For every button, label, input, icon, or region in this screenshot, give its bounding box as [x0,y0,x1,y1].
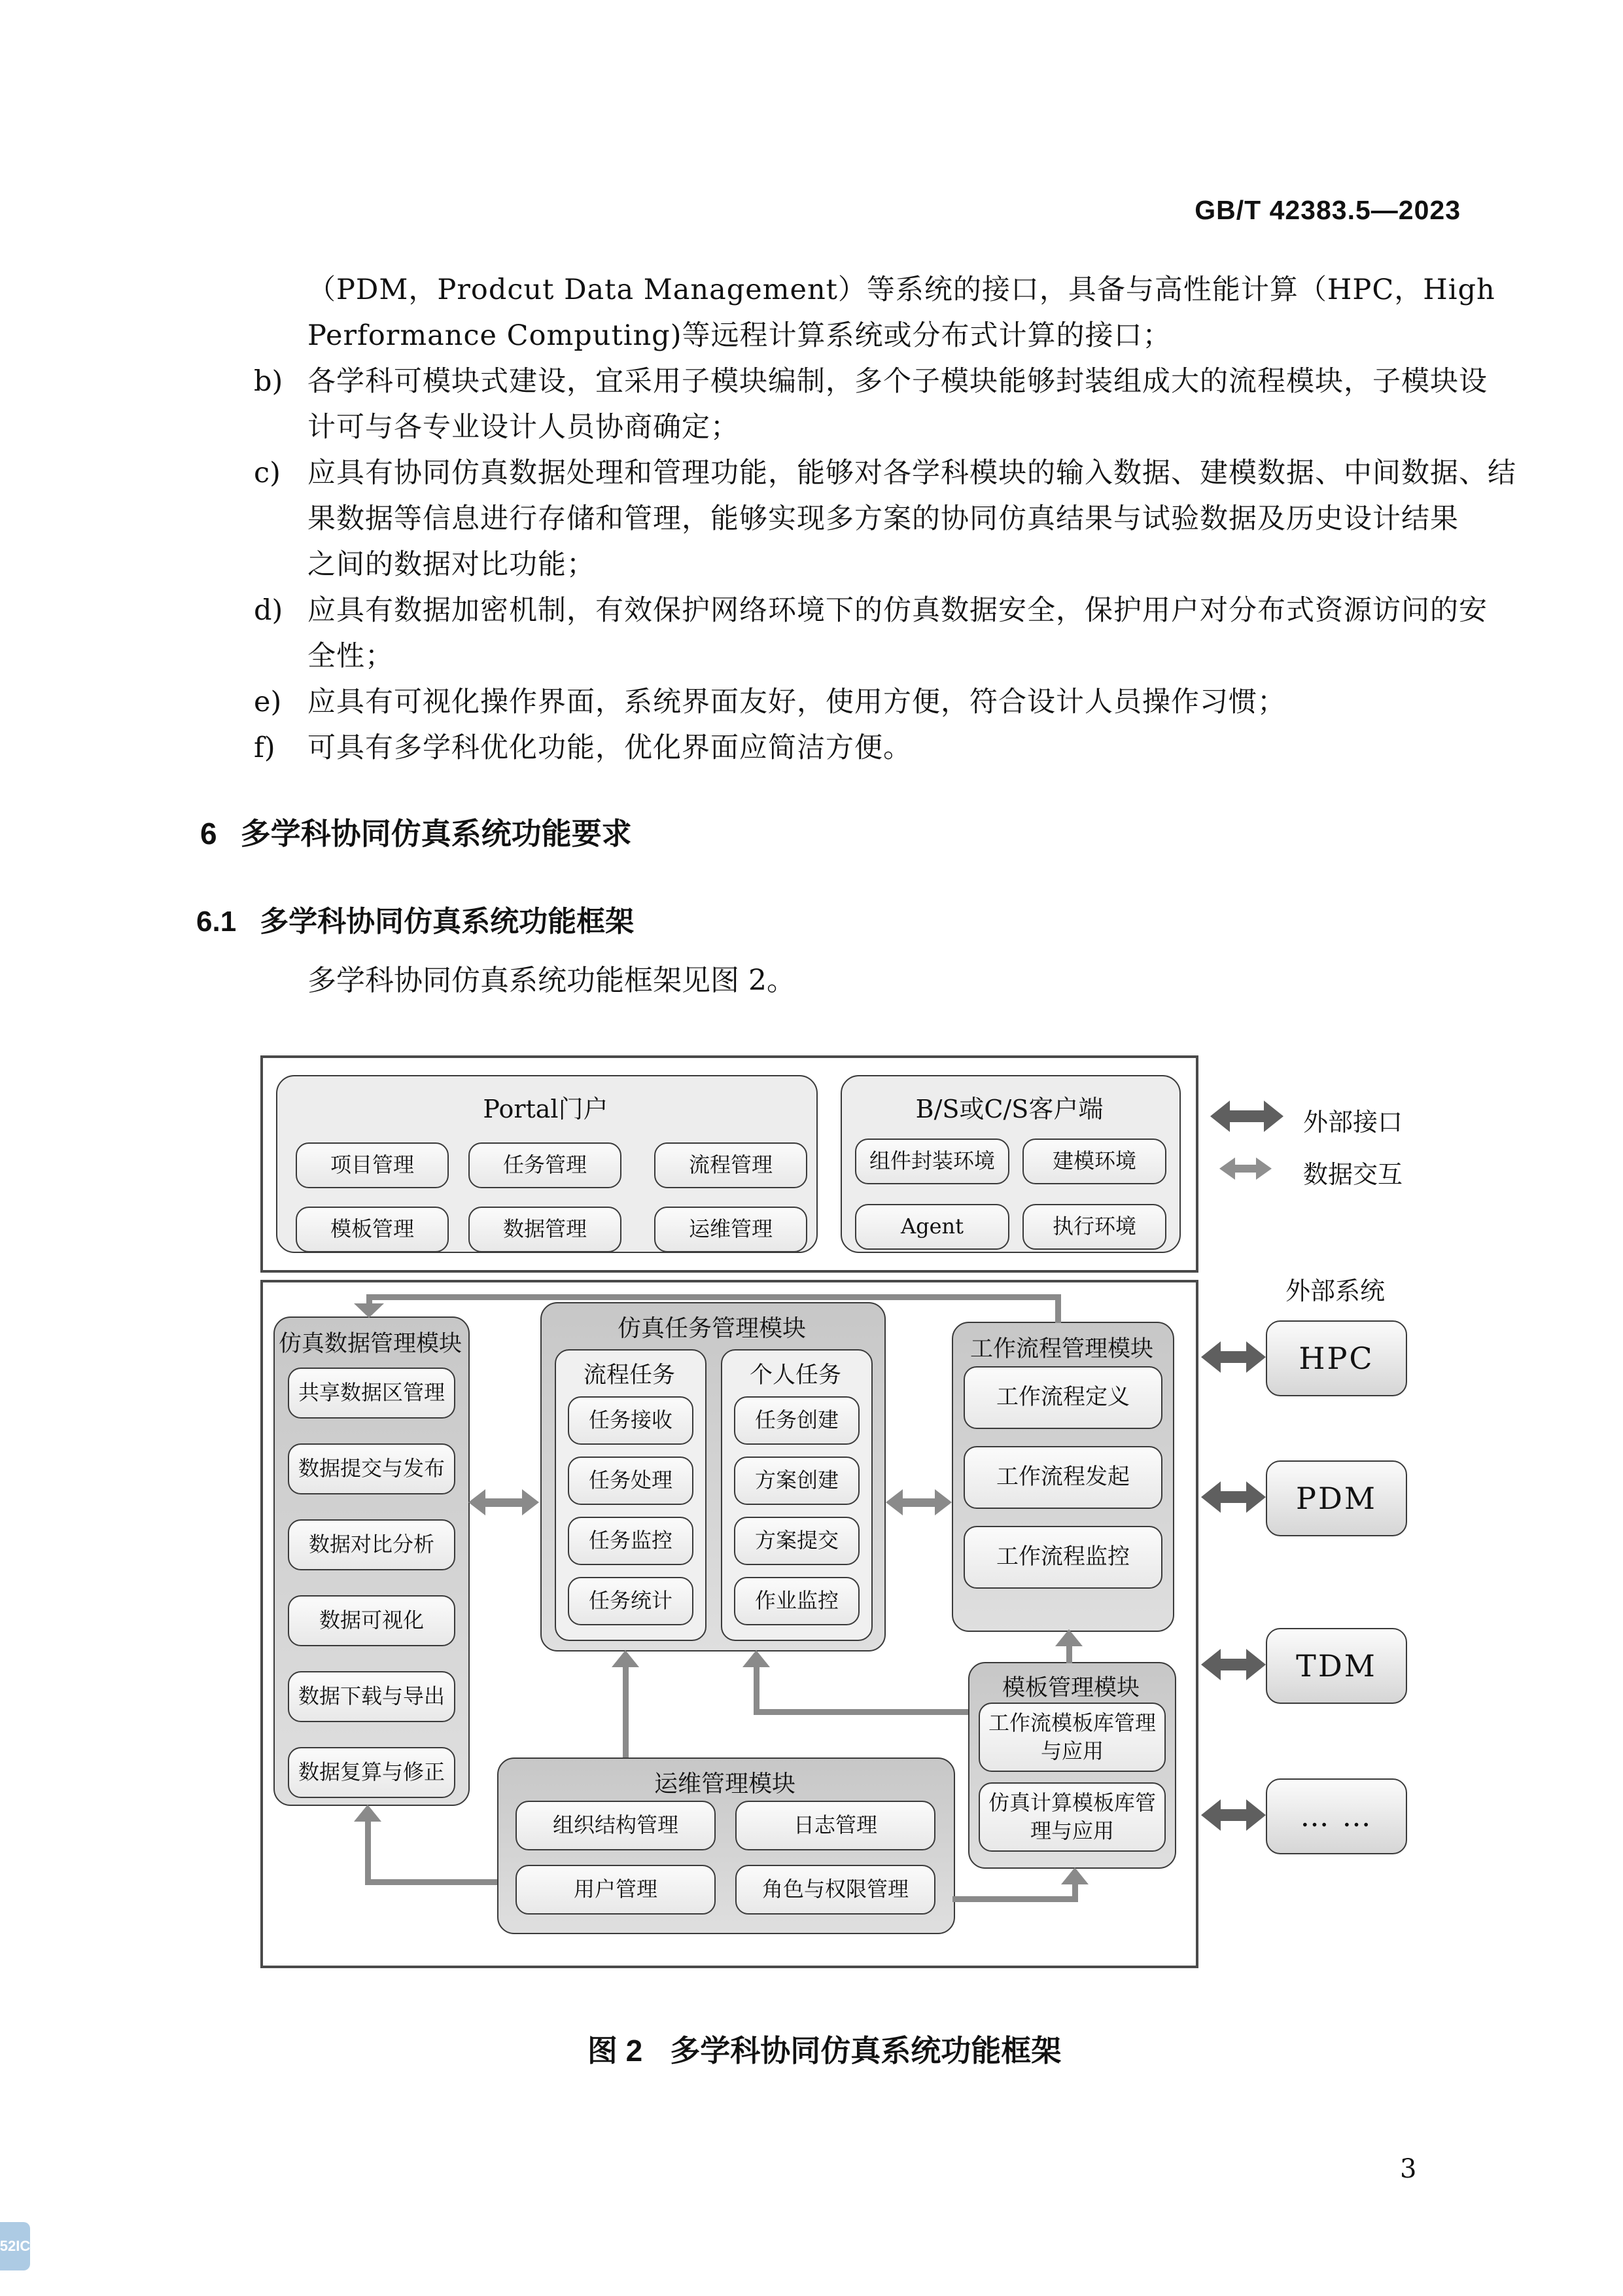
personal-task-group-title: 个人任务 [749,1362,841,1388]
line-text: 之间的数据对比功能； [307,548,595,581]
ops-item: 日志管理 [735,1801,935,1850]
section-title: 多学科协同仿真系统功能要求 [240,817,632,851]
client-item: 组件封装环境 [855,1139,1009,1184]
data-module-item: 数据下载与导出 [288,1671,455,1722]
line-text: Performance Computing)等远程计算系统或分布式计算的接口； [307,319,1172,352]
section-heading-6-1 [196,898,634,940]
workflow-to-data-connector [366,1294,1061,1300]
ops-to-data-connector [365,1822,371,1885]
ops-item: 组织结构管理 [515,1801,716,1850]
workflow-item: 工作流程监控 [964,1526,1162,1589]
personal-task-item: 方案创建 [734,1457,860,1505]
ops-to-template-connector [952,1896,1078,1902]
arrow-up-into-data-module-icon [354,1805,381,1822]
other-system-interface-arrow-icon [1218,1809,1249,1821]
ops-to-task-connector [623,1667,629,1757]
ops-to-data-connector [365,1879,497,1885]
process-task-item: 任务接收 [568,1396,693,1445]
client-title: B/S或C/S客户端 [915,1095,1104,1123]
legend-external-interface-arrow-icon [1264,1101,1283,1132]
external-system-pdm: PDM [1266,1460,1407,1536]
line-text: 应具有数据加密机制，有效保护网络环境下的仿真数据安全，保护用户对分布式资源访问的安 [307,594,1488,627]
task-workflow-exchange-arrow-icon [901,1498,936,1507]
body-line [0,267,1623,313]
template-to-task-connector [754,1667,759,1715]
section-number: 6.1 [196,906,237,938]
template-item: 工作流模板库管理与应用 [979,1703,1166,1772]
body-line [0,313,1623,359]
body-line [0,404,1623,450]
line-text: 应具有可视化操作界面，系统界面友好，使用方便，符合设计人员操作习惯； [307,686,1286,718]
section-title: 多学科协同仿真系统功能框架 [260,906,635,938]
arrow-down-into-data-module-icon [354,1303,384,1318]
data-management-module-title: 仿真数据管理模块 [278,1331,462,1357]
external-system-tdm: TDM [1266,1628,1407,1704]
personal-task-item: 任务创建 [734,1396,860,1445]
client-item: 建模环境 [1022,1139,1166,1184]
template-item: 仿真计算模板库管理与应用 [979,1782,1166,1852]
body-text [0,267,1623,771]
line-text: 应具有协同仿真数据处理和管理功能，能够对各学科模块的输入数据、建模数据、中间数据、结 [307,457,1516,489]
process-task-item: 任务处理 [568,1457,693,1505]
legend-data-exchange-arrow-icon [1232,1165,1259,1173]
list-marker: b) [254,365,283,398]
body-line [0,496,1623,542]
external-system-others: … … [1266,1778,1407,1854]
arrow-up-into-task-module-icon [612,1650,639,1667]
template-to-task-connector [754,1709,968,1715]
data-task-exchange-arrow-icon [484,1498,523,1507]
data-module-item: 数据可视化 [288,1595,455,1646]
line-text: 各学科可模块式建设，宜采用子模块编制，多个子模块能够封装组成大的流程模块，子模块设 [307,365,1488,398]
client-item: 执行环境 [1022,1204,1166,1250]
portal-item: 数据管理 [468,1207,621,1252]
ops-item: 角色与权限管理 [735,1865,935,1915]
tdm-interface-arrow-icon [1218,1659,1249,1670]
portal-title: Portal门户 [483,1095,608,1123]
portal-item: 项目管理 [296,1142,449,1188]
pdm-interface-arrow-icon [1246,1481,1266,1513]
line-text: 全性； [307,640,394,673]
body-line [0,542,1623,588]
workflow-item: 工作流程发起 [964,1446,1162,1509]
data-module-item: 数据对比分析 [288,1519,455,1570]
data-module-item: 共享数据区管理 [288,1368,455,1419]
list-marker: e) [254,686,282,718]
arrow-up-into-task-module-icon [742,1650,770,1667]
workflow-management-module-title: 工作流程管理模块 [969,1336,1153,1362]
line-text: 可具有多学科优化功能，优化界面应简洁方便。 [307,732,912,764]
section-heading-6 [200,810,632,853]
process-task-group-title: 流程任务 [583,1362,675,1388]
workflow-item: 工作流程定义 [964,1366,1162,1429]
body-line [0,725,1623,771]
body-line [0,588,1623,633]
portal-item: 模板管理 [296,1207,449,1252]
task-workflow-exchange-arrow-icon [886,1489,903,1515]
personal-task-item: 作业监控 [734,1577,860,1625]
personal-task-item: 方案提交 [734,1517,860,1565]
page-header-standard-number: GB/T 42383.5—2023 [1195,195,1461,225]
figure-caption [262,2027,1387,2070]
list-marker: d) [254,594,283,627]
workflow-to-data-connector [1055,1294,1061,1323]
line-text: 果数据等信息进行存储和管理，能够实现多方案的协同仿真结果与试验数据及历史设计结果 [307,503,1459,535]
task-management-module-title: 仿真任务管理模块 [617,1315,806,1342]
page-number: 3 [1400,2154,1417,2184]
hpc-interface-arrow-icon [1246,1341,1266,1373]
legend-data-exchange-arrow-icon [1256,1157,1272,1180]
other-system-interface-arrow-icon [1246,1799,1266,1831]
intro-paragraph: 多学科协同仿真系统功能框架见图 2。 [307,964,795,997]
ops-item: 用户管理 [515,1865,716,1915]
process-task-item: 任务监控 [568,1517,693,1565]
legend-data-exchange-label: 数据交互 [1303,1160,1403,1189]
hpc-interface-arrow-icon [1218,1351,1249,1363]
figure-title: 多学科协同仿真系统功能框架 [670,2034,1062,2068]
process-task-item: 任务统计 [568,1577,693,1625]
body-line [0,359,1623,404]
data-module-item: 数据复算与修正 [288,1747,455,1798]
data-task-exchange-arrow-icon [522,1489,539,1515]
external-systems-label: 外部系统 [1285,1277,1386,1305]
template-management-module-title: 模板管理模块 [1002,1675,1140,1701]
watermark-logo: 52IC [0,2222,30,2270]
legend-external-interface-label: 外部接口 [1303,1108,1403,1137]
client-item: Agent [855,1204,1009,1250]
list-marker: f) [254,732,275,764]
data-task-exchange-arrow-icon [468,1489,485,1515]
tdm-interface-arrow-icon [1246,1649,1266,1680]
arrow-up-into-template-module-icon [1061,1867,1089,1884]
ops-management-module-title: 运维管理模块 [654,1771,795,1797]
data-module-item: 数据提交与发布 [288,1443,455,1494]
legend-external-interface-arrow-icon [1227,1110,1266,1122]
portal-item: 任务管理 [468,1142,621,1188]
arrow-up-into-workflow-module-icon [1055,1629,1083,1646]
line-text: （PDM，Prodcut Data Management）等系统的接口，具备与高性能计算（HPC，High [307,274,1495,306]
body-line [0,679,1623,725]
portal-item: 流程管理 [654,1142,807,1188]
body-line [0,633,1623,679]
figure-label: 图 2 [587,2034,643,2068]
list-marker: c) [254,457,281,489]
external-system-hpc: HPC [1266,1320,1407,1396]
ops-to-template-connector [1072,1883,1078,1902]
portal-item: 运维管理 [654,1207,807,1252]
template-to-workflow-connector [1066,1645,1072,1663]
task-workflow-exchange-arrow-icon [935,1489,952,1515]
section-number: 6 [200,817,217,851]
pdm-interface-arrow-icon [1218,1491,1249,1503]
body-line [0,450,1623,496]
line-text: 计可与各专业设计人员协商确定； [307,411,739,444]
